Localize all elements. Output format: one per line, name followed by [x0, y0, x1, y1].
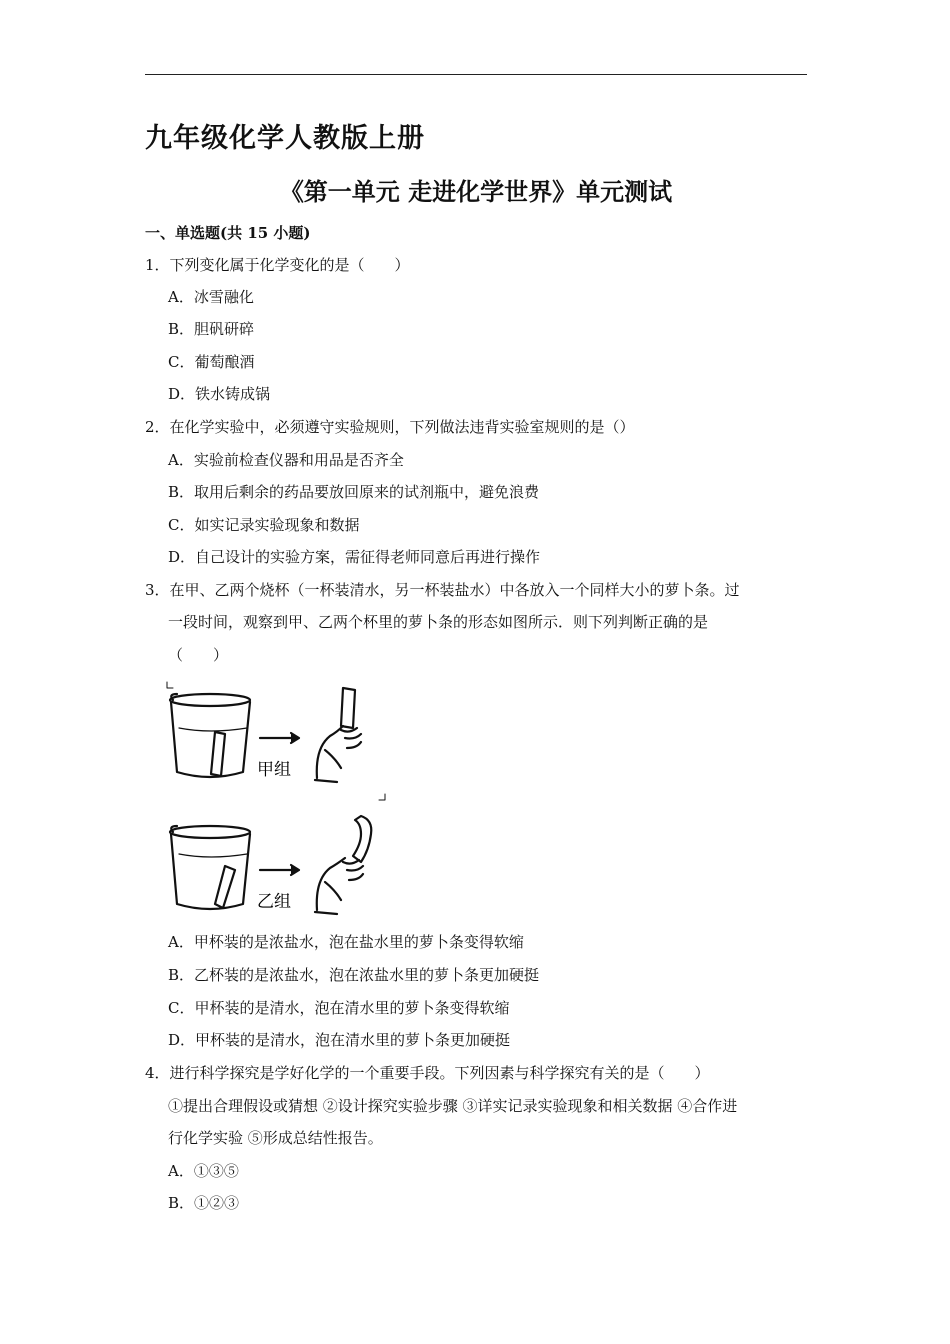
question-1-option-d: D．铁水铸成锅: [168, 385, 271, 403]
beaker-figure: [165, 678, 395, 918]
beaker-diagram: [165, 678, 395, 918]
question-1-option-c: C．葡萄酿酒: [168, 353, 255, 371]
question-4-stem-line-2: ①提出合理假设或猜想 ②设计探究实验步骤 ③详实记录实验现象和相关数据 ④合作进: [168, 1097, 738, 1115]
question-2-option-d: D．自己设计的实验方案，需征得老师同意后再进行操作: [168, 548, 541, 566]
question-3-option-d: D．甲杯装的是清水，泡在清水里的萝卜条更加硬挺: [168, 1031, 511, 1049]
group-a-label: 甲组: [257, 760, 291, 780]
question-4-option-b: B．①②③: [168, 1194, 240, 1212]
question-1-stem: 1．下列变化属于化学变化的是（ ）: [145, 256, 410, 274]
question-2-option-a: A．实验前检查仪器和用品是否齐全: [168, 451, 404, 469]
question-3-stem-line-2: 一段时间，观察到甲、乙两个杯里的萝卜条的形态如图所示．则下列判断正确的是: [168, 613, 709, 631]
document-subtitle: 《第一单元 走进化学世界》单元测试: [279, 178, 673, 206]
question-1-option-b: B．胆矾研碎: [168, 320, 255, 338]
section-heading: 一、单选题(共 15 小题): [145, 224, 311, 242]
document-title: 九年级化学人教版上册: [145, 123, 425, 154]
question-3-stem-line-3: （ ）: [168, 646, 229, 664]
corner-mark: [167, 682, 173, 688]
question-2-option-c: C．如实记录实验现象和数据: [168, 516, 360, 534]
question-4-stem-line-1: 4．进行科学探究是学好化学的一个重要手段。下列因素与科学探究有关的是（ ）: [145, 1064, 710, 1082]
header-rule: [145, 74, 807, 75]
question-4-option-a: A．①③⑤: [168, 1162, 239, 1180]
question-3-option-b: B．乙杯装的是浓盐水，泡在浓盐水里的萝卜条更加硬挺: [168, 966, 540, 984]
question-3-option-a: A．甲杯装的是浓盐水，泡在盐水里的萝卜条变得软缩: [168, 933, 524, 951]
question-2-option-b: B．取用后剩余的药品要放回原来的试剂瓶中，避免浪费: [168, 483, 540, 501]
group-b-label: 乙组: [257, 892, 291, 912]
question-4-stem-line-3: 行化学实验 ⑤形成总结性报告。: [168, 1129, 383, 1147]
question-3-stem-line-1: 3．在甲、乙两个烧杯（一杯装清水，另一杯装盐水）中各放入一个同样大小的萝卜条。过: [145, 581, 740, 599]
question-3-option-c: C．甲杯装的是清水，泡在清水里的萝卜条变得软缩: [168, 999, 510, 1017]
question-2-stem: 2．在化学实验中，必须遵守实验规则，下列做法违背实验室规则的是（）: [145, 418, 635, 436]
question-1-option-a: A．冰雪融化: [168, 288, 254, 306]
